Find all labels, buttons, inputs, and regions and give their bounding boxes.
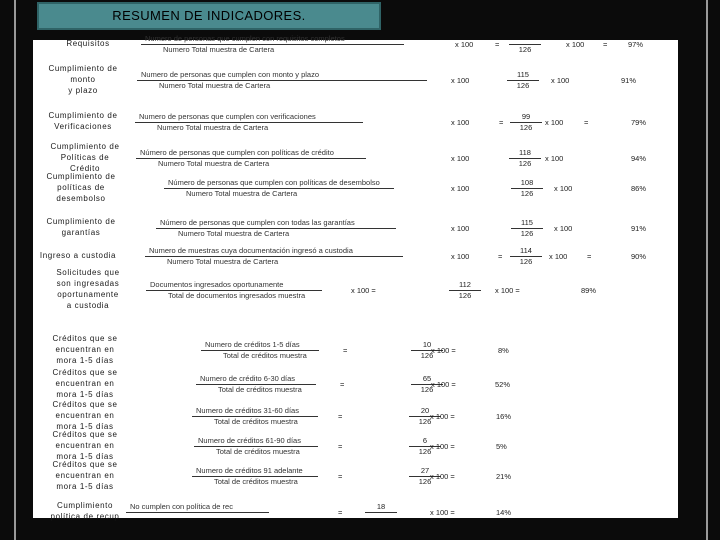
equals-sign: = [499,118,504,127]
multiplier-left: x 100 [451,184,470,193]
indicator-result: 94% [631,154,647,163]
fraction-denominator: 126 [516,81,530,90]
indicator-label: Requisitos [66,38,110,48]
fraction-denominator: 126 [520,229,534,238]
fraction-numerator: 112 [459,280,471,289]
multiplier-right: x 100 = [431,380,456,389]
fraction-numerator: 118 [519,148,531,157]
indicator-label: Cumplimiento de [46,217,116,226]
indicator-label: garantías [61,228,101,237]
formula-numerator: Numero de personas que cumplen con verificaciones [139,112,316,121]
fraction-numerator: 20 [420,406,430,415]
multiplier-right: x 100 = [430,412,455,421]
multiplier-left: x 100 [451,252,470,261]
indicator-label: Políticas de [60,152,110,162]
multiplier-right: x 100 [551,76,570,85]
indicator-result: 86% [631,184,647,193]
slide-title-text: RESUMEN DE INDICADORES. [112,8,306,23]
indicator-label: mora 1-5 días [56,451,114,461]
fraction-numerator: 10 [422,340,432,349]
indicator-label: monto [70,74,96,84]
equals-sign: = [343,346,348,355]
indicator-result: 91% [621,76,637,85]
indicator-label: encuentran en [55,470,115,480]
multiplier-left: x 100 [451,76,470,85]
indicator-label: encuentran en [55,344,115,354]
multiplier-left: x 100 = [351,286,376,295]
equals-sign: = [338,508,343,517]
formula-denominator: Total de créditos muestra [214,417,298,426]
fraction-denominator: 126 [518,45,532,54]
indicator-label: mora 1-5 días [56,389,114,399]
multiplier-right: x 100 = [430,442,455,451]
indicator-label: Créditos que se [52,367,118,377]
indicator-label: Solicitudes que [56,268,120,277]
formula-denominator: Numero Total muestra de Cartera [159,81,271,90]
multiplier-right: x 100 [554,184,573,193]
equals-sign: = [498,252,503,261]
indicator-label: Créditos que se [52,429,118,439]
indicator-label: encuentran en [55,410,115,420]
equals-sign: = [340,380,345,389]
multiplier-right: x 100 [545,154,564,163]
fraction-denominator: 126 [418,447,432,456]
frame-border-right [706,0,708,540]
multiplier-right: x 100 = [430,508,455,517]
fraction-numerator: 114 [520,246,532,255]
indicator-result: 16% [496,412,512,421]
indicator-label: Crédito [70,163,100,173]
indicator-result: 90% [631,252,647,261]
indicator-label: y plazo [68,85,98,95]
fraction-denominator: 126 [518,159,532,168]
formula-denominator: Total de documentos ingresados muestra [168,291,306,300]
indicator-label: mora 1-5 días [56,355,114,365]
formula-numerator: Número de personas que cumplen con políticas de desembolso [168,178,380,187]
formula-denominator: Total de créditos muestra [218,385,302,394]
fraction-denominator: 126 [418,477,432,486]
indicator-label: encuentran en [55,378,115,388]
formula-denominator: Total de créditos muestra [216,447,300,456]
indicator-label: Ingreso a custodia [39,250,117,260]
indicator-result: 14% [496,508,512,517]
formula-numerator: Numero de créditos 1-5 días [205,340,300,349]
fraction-numerator: 27 [420,466,430,475]
indicator-result: 5% [496,442,507,451]
equals-sign: = [603,40,608,49]
formula-denominator: Numero Total muestra de Cartera [158,159,270,168]
fraction-denominator: 126 [519,123,533,132]
indicator-label: Créditos que se [52,399,118,409]
indicator-result: 52% [495,380,511,389]
equals-sign: = [584,118,589,127]
formula-numerator: Numero de crédito 6-30 días [200,374,296,383]
formula-denominator: Numero Total muestra de Cartera [163,45,275,54]
formula-denominator: Numero Total muestra de Cartera [186,189,298,198]
indicator-label: mora 1-5 días [56,421,114,431]
formula-denominator: Numero Total muestra de Cartera [157,123,269,132]
formula-numerator: Documentos ingresados oportunamente [150,280,284,289]
equals-sign: = [338,472,343,481]
formula-numerator: Numero de créditos 91 adelante [196,466,303,475]
indicator-label: mora 1-5 días [56,481,114,491]
indicator-label: Verificaciones [54,122,112,131]
fraction-numerator: 18 [376,502,386,511]
indicator-result: 8% [498,346,509,355]
fraction-numerator: 65 [422,374,432,383]
indicator-label: oportunamente [57,290,119,299]
indicator-result: 79% [631,118,647,127]
fraction-denominator: 126 [520,189,534,198]
formula-numerator: Numero de personas que cumplen con monto y plazo [141,70,320,79]
multiplier-right: x 100 = [495,286,520,295]
multiplier-right: x 100 [566,40,585,49]
formula-denominator: Numero Total muestra de Cartera [167,257,279,266]
fraction-denominator: 126 [519,257,533,266]
formula-numerator: Número de personas que cumplen con todas las garantías [160,218,355,227]
fraction-numerator: 115 [521,218,533,227]
formula-denominator: Total de créditos muestra [223,351,307,360]
fraction-denominator: 126 [418,417,432,426]
multiplier-right: x 100 [545,118,564,127]
equals-sign: = [338,412,343,421]
equals-sign: = [587,252,592,261]
indicator-result: 91% [631,224,647,233]
multiplier-right: x 100 = [431,346,456,355]
indicator-result: 89% [581,286,597,295]
multiplier-left: x 100 [451,154,470,163]
formula-numerator: Numero de muestras cuya documentación ingresó a custodia [149,246,353,255]
indicator-result: 97% [628,40,644,49]
multiplier-left: x 100 [451,224,470,233]
indicator-label: Cumplimiento de [50,141,120,151]
indicator-label: Cumplimiento de [46,171,116,181]
indicator-label: encuentran en [55,440,115,450]
indicator-label: políticas de [57,182,105,192]
indicator-label: Cumplimiento de [48,63,118,73]
indicator-result: 21% [496,472,512,481]
frame-border-left [14,0,16,540]
indicator-label: Cumplimiento de [48,111,118,120]
indicator-label: a custodia [66,301,110,310]
indicator-label: Créditos que se [52,333,118,343]
multiplier-right: x 100 [554,224,573,233]
equals-sign: = [338,442,343,451]
indicator-label: Créditos que se [52,459,118,469]
fraction-numerator: 99 [521,112,531,121]
formula-denominator: Total de créditos muestra [214,477,298,486]
indicator-label: política de recup [50,512,120,521]
formula-numerator: Número de personas que cumplen con políticas de crédito [140,148,334,157]
indicator-label: son ingresadas [56,279,120,288]
formula-denominator: Numero Total muestra de Cartera [178,229,290,238]
fraction-rule [126,512,269,513]
equals-sign: = [495,40,500,49]
multiplier-left: x 100 [451,118,470,127]
value-rule [365,512,397,513]
formula-numerator: No cumplen con política de rec [130,502,233,511]
formula-numerator: Numero de créditos 31-60 días [196,406,299,415]
indicator-label: Cumplimiento [56,501,114,510]
fraction-denominator: 126 [458,291,472,300]
fraction-numerator: 108 [520,178,534,187]
fraction-numerator: 115 [517,70,529,79]
fraction-denominator: 126 [420,351,434,360]
formula-numerator: Numero de créditos 61-90 días [198,436,301,445]
multiplier-right: x 100 = [430,472,455,481]
fraction-numerator: 6 [422,436,428,445]
formula-numerator: Numero de personas que cumplen con requisitos completos [145,34,345,43]
slide-title [37,2,381,30]
indicator-label: desembolso [56,193,106,203]
fraction-denominator: 126 [420,385,434,394]
multiplier-left: x 100 [455,40,474,49]
indicator-sheet [33,34,678,521]
multiplier-right: x 100 [549,252,568,261]
